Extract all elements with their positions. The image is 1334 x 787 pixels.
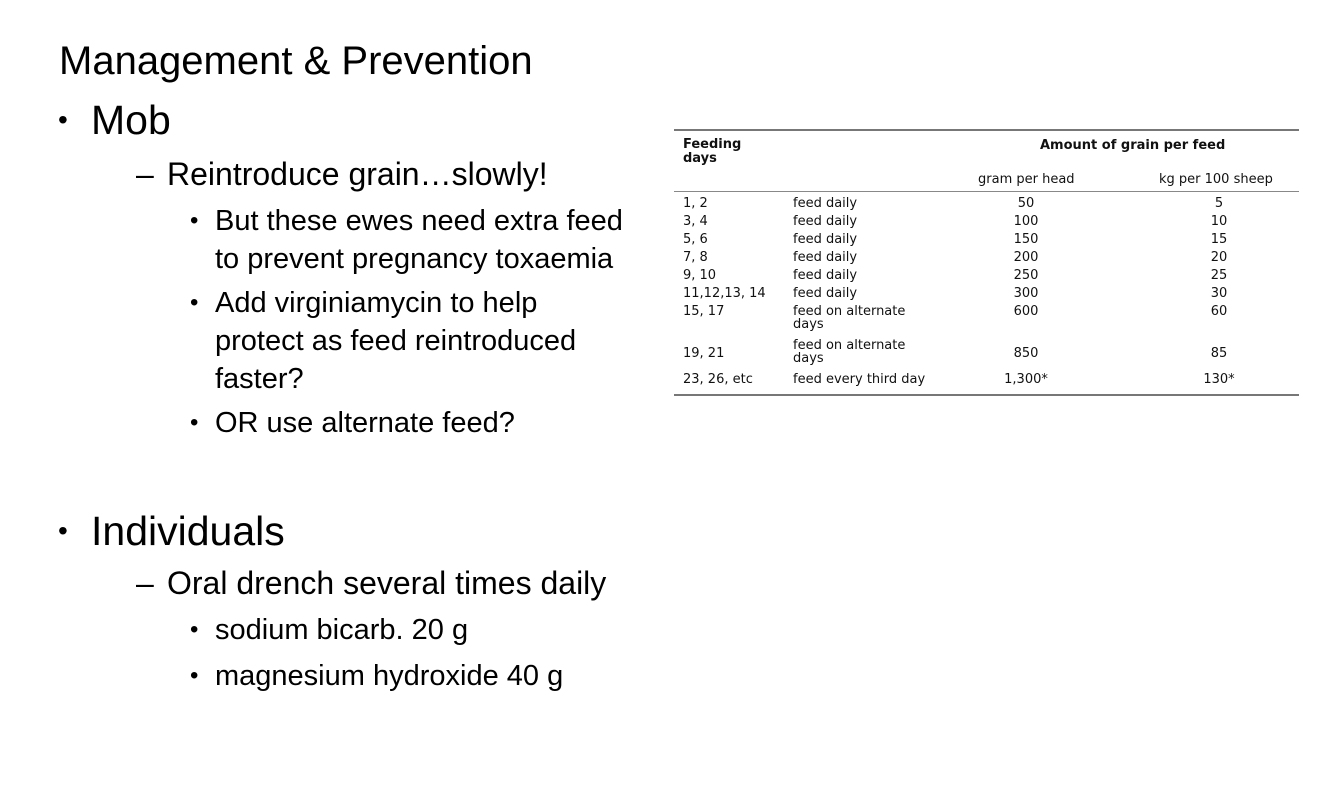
- outline-text: Individuals: [91, 508, 285, 554]
- outline-text: protect as feed reintroduced: [215, 325, 577, 357]
- outline-text: Add virginiamycin to help: [215, 287, 538, 319]
- cell-kg-per-100: 5: [1214, 196, 1224, 211]
- bullet-marker: •: [190, 207, 199, 234]
- cell-kg-per-100: 85: [1210, 346, 1228, 361]
- cell-frequency: feed on alternate days: [793, 304, 906, 332]
- outline-text: But these ewes need extra feed: [215, 205, 623, 237]
- table-row: [674, 373, 1299, 390]
- cell-frequency: feed daily: [793, 286, 858, 301]
- cell-kg-per-100: 30: [1210, 286, 1228, 301]
- cell-kg-per-100: 20: [1210, 250, 1228, 265]
- cell-days: 9, 10: [683, 268, 717, 283]
- cell-kg-per-100: 25: [1210, 268, 1228, 283]
- outline-text: magnesium hydroxide 40 g: [215, 660, 564, 692]
- bullet-marker: •: [190, 662, 199, 689]
- cell-frequency: feed daily: [793, 268, 858, 283]
- cell-frequency: feed daily: [793, 196, 858, 211]
- cell-days: 11,12,13, 14: [683, 286, 766, 301]
- cell-gram-per-head: 850: [1013, 346, 1039, 361]
- table-row: [674, 197, 1299, 214]
- table-row: [674, 269, 1299, 286]
- outline-text: OR use alternate feed?: [215, 407, 515, 439]
- cell-days: 23, 26, etc: [683, 372, 753, 387]
- header-feeding-days: Feeding days: [683, 137, 742, 166]
- cell-frequency: feed daily: [793, 232, 858, 247]
- table-row: [674, 233, 1299, 250]
- cell-gram-per-head: 150: [1013, 232, 1039, 247]
- cell-frequency: feed on alternate days: [793, 338, 906, 366]
- cell-gram-per-head: 100: [1013, 214, 1039, 229]
- outline-text: faster?: [215, 363, 304, 395]
- cell-days: 19, 21: [683, 346, 725, 361]
- cell-frequency: feed daily: [793, 250, 858, 265]
- header-kg-per-100-sheep: kg per 100 sheep: [1159, 172, 1273, 187]
- outline-text: Reintroduce grain…slowly!: [167, 156, 548, 192]
- outline-text: sodium bicarb. 20 g: [215, 614, 469, 646]
- bullet-marker: •: [190, 409, 199, 436]
- cell-kg-per-100: 130*: [1203, 372, 1235, 387]
- cell-gram-per-head: 50: [1017, 196, 1035, 211]
- bullet-marker: •: [58, 104, 68, 135]
- bullet-marker: •: [58, 515, 68, 546]
- outline-text: to prevent pregnancy toxaemia: [215, 243, 614, 275]
- bullet-marker: •: [190, 289, 199, 316]
- cell-kg-per-100: 10: [1210, 214, 1228, 229]
- dash-marker: –: [136, 156, 154, 192]
- cell-gram-per-head: 600: [1013, 304, 1039, 319]
- cell-kg-per-100: 15: [1210, 232, 1228, 247]
- grain-feeding-table: [674, 129, 1299, 396]
- cell-days: 3, 4: [683, 214, 708, 229]
- slide-title: Management & Prevention: [59, 39, 533, 83]
- cell-days: 5, 6: [683, 232, 708, 247]
- cell-days: 7, 8: [683, 250, 708, 265]
- outline-text: Mob: [91, 97, 171, 143]
- cell-days: 15, 17: [683, 304, 725, 319]
- cell-gram-per-head: 200: [1013, 250, 1039, 265]
- table-row: [674, 215, 1299, 232]
- cell-days: 1, 2: [683, 196, 708, 211]
- table-row: [674, 305, 1299, 338]
- table-header: [674, 131, 1299, 192]
- header-gram-per-head: gram per head: [978, 172, 1075, 187]
- table-row: [674, 251, 1299, 268]
- cell-frequency: feed daily: [793, 214, 858, 229]
- table-row: [674, 339, 1299, 372]
- table-body: [674, 192, 1299, 394]
- cell-gram-per-head: 250: [1013, 268, 1039, 283]
- table-row: [674, 287, 1299, 304]
- dash-marker: –: [136, 565, 154, 601]
- header-amount-of-grain: Amount of grain per feed: [1040, 138, 1226, 153]
- cell-kg-per-100: 60: [1210, 304, 1228, 319]
- outline-text: Oral drench several times daily: [167, 565, 607, 601]
- cell-gram-per-head: 300: [1013, 286, 1039, 301]
- cell-frequency: feed every third day: [793, 372, 926, 387]
- bullet-marker: •: [190, 616, 199, 643]
- cell-gram-per-head: 1,300*: [1004, 372, 1048, 387]
